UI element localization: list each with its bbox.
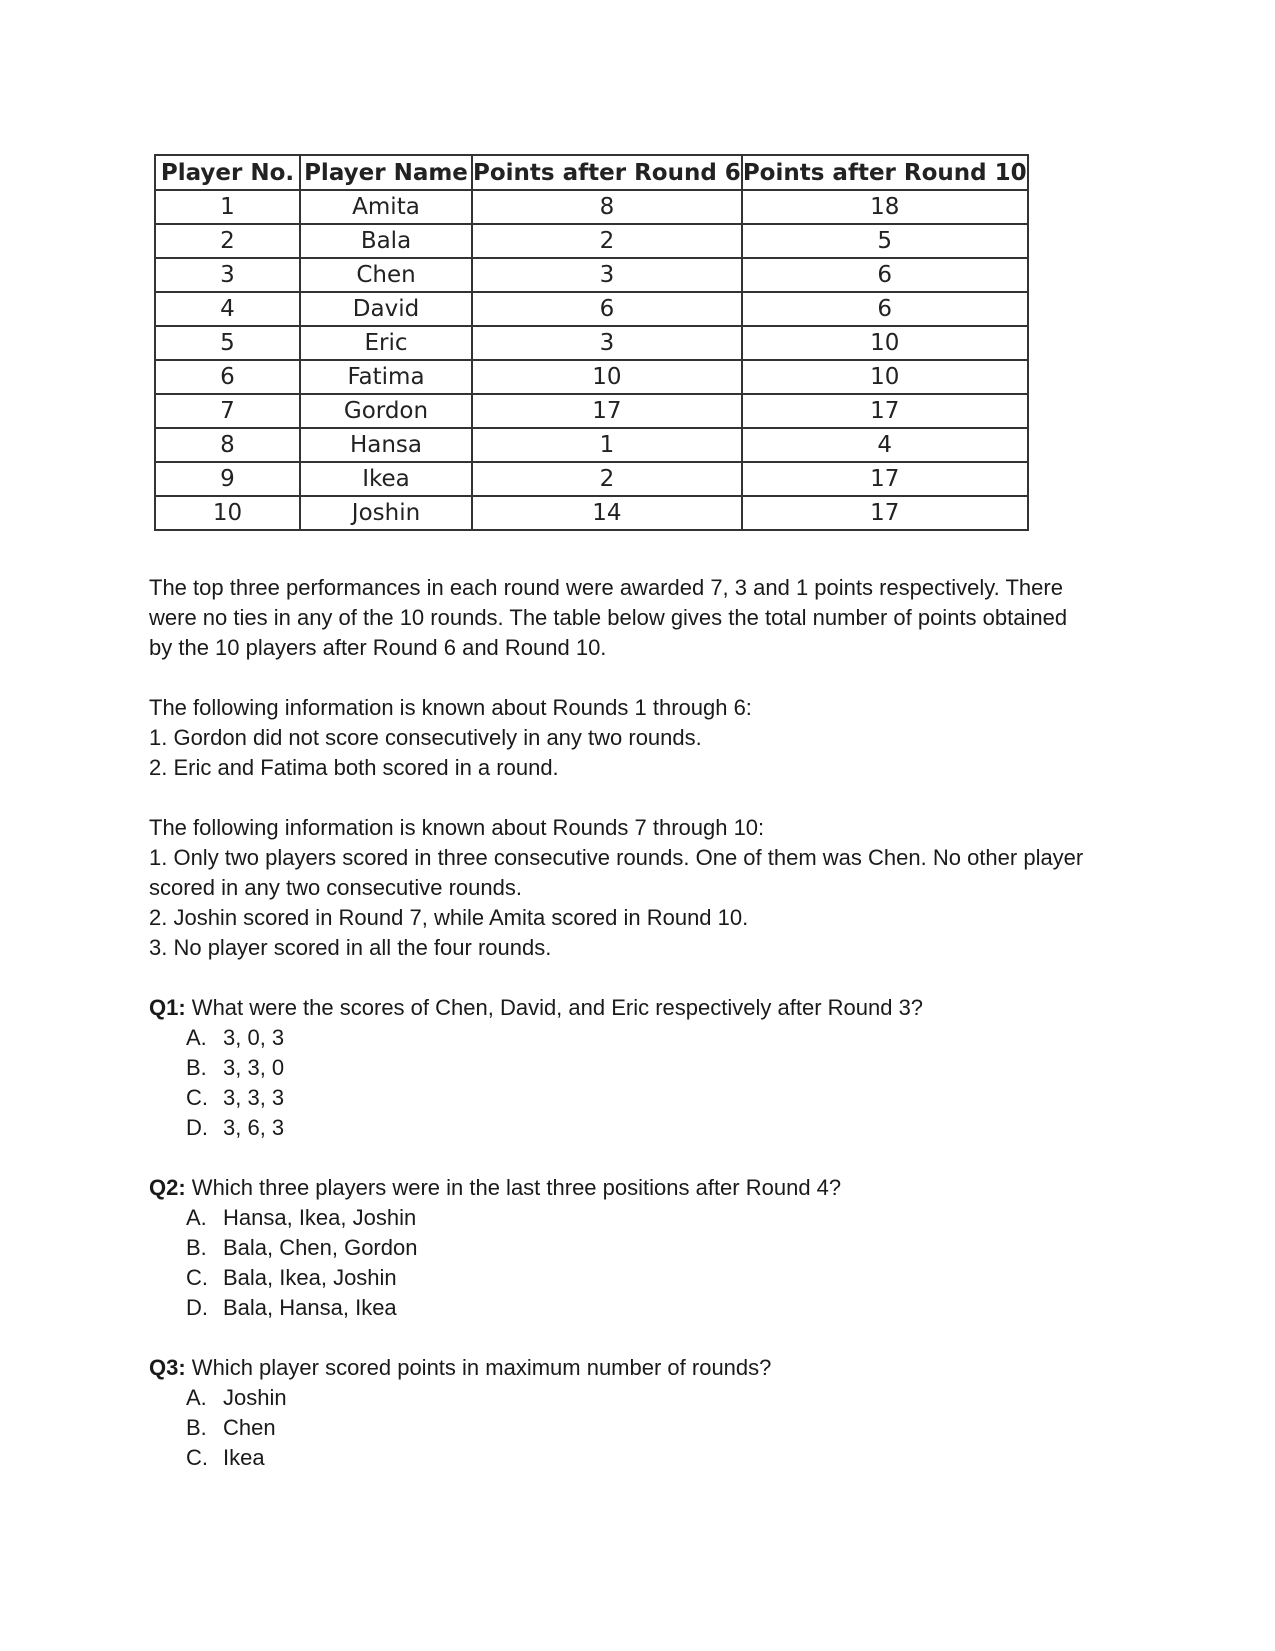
cell-player-name: Gordon (300, 394, 472, 428)
option-text: 3, 0, 3 (223, 1025, 285, 1050)
option-letter: A. (186, 1205, 207, 1230)
spacer (149, 1143, 1139, 1173)
header-player-name: Player Name (300, 155, 472, 190)
cell-player-name: Ikea (300, 462, 472, 496)
question-body: Which player scored points in maximum number of rounds? (185, 1355, 772, 1380)
cell-points-round-6: 14 (472, 496, 742, 530)
cell-player-no: 8 (155, 428, 300, 462)
intro-line: The top three performances in each round were awarded 7, 3 and 1 points respectively. There (149, 575, 1063, 600)
cell-player-name: Bala (300, 224, 472, 258)
question-label: Q2: (149, 1175, 186, 1200)
cell-points-round-10: 17 (742, 462, 1028, 496)
header-player-no: Player No. (155, 155, 300, 190)
rounds-1-6-heading: The following information is known about Rounds 1 through 6: (149, 695, 752, 720)
answer-option (186, 1083, 1139, 1113)
cell-points-round-10: 6 (742, 258, 1028, 292)
option-letter: C. (186, 1445, 208, 1470)
cell-points-round-10: 17 (742, 394, 1028, 428)
question-body: Which three players were in the last three positions after Round 4? (185, 1175, 842, 1200)
table-body (155, 190, 1028, 530)
option-text: Hansa, Ikea, Joshin (223, 1205, 417, 1230)
answer-option (186, 1263, 1139, 1293)
cell-player-no: 10 (155, 496, 300, 530)
spacer (149, 1323, 1139, 1353)
option-text: Ikea (223, 1445, 265, 1470)
table-row (155, 326, 1028, 360)
option-letter: B. (186, 1415, 207, 1440)
cell-player-name: Chen (300, 258, 472, 292)
question-q2 (149, 1173, 1139, 1323)
question-label: Q1: (149, 995, 186, 1020)
cell-player-no: 4 (155, 292, 300, 326)
table-header-row (155, 155, 1028, 190)
cell-player-no: 6 (155, 360, 300, 394)
cell-player-name: Joshin (300, 496, 472, 530)
table-row (155, 394, 1028, 428)
option-text: 3, 6, 3 (223, 1115, 285, 1140)
cell-points-round-10: 4 (742, 428, 1028, 462)
cell-player-name: Hansa (300, 428, 472, 462)
table-row (155, 360, 1028, 394)
cell-player-no: 2 (155, 224, 300, 258)
option-text: 3, 3, 3 (223, 1085, 285, 1110)
option-letter: B. (186, 1055, 207, 1080)
cell-player-no: 5 (155, 326, 300, 360)
answer-option (186, 1383, 1139, 1413)
question-label: Q3: (149, 1355, 186, 1380)
spacer (149, 783, 1139, 813)
cell-points-round-10: 17 (742, 496, 1028, 530)
question-text (149, 1173, 1139, 1203)
table-row (155, 428, 1028, 462)
question-q1 (149, 993, 1139, 1143)
cell-player-name: Fatima (300, 360, 472, 394)
cell-player-name: David (300, 292, 472, 326)
option-text: Chen (223, 1415, 276, 1440)
answer-option (186, 1443, 1139, 1473)
rounds-7-10-item: 1. Only two players scored in three consecutive rounds. One of them was Chen. No other player (149, 845, 1084, 870)
header-points-round-10: Points after Round 10 (742, 155, 1028, 190)
answer-option (186, 1113, 1139, 1143)
option-letter: A. (186, 1025, 207, 1050)
header-points-round-6: Points after Round 6 (472, 155, 742, 190)
answer-option (186, 1203, 1139, 1233)
rounds-7-10-item: 2. Joshin scored in Round 7, while Amita scored in Round 10. (149, 905, 749, 930)
answer-option (186, 1413, 1139, 1443)
cell-points-round-10: 10 (742, 326, 1028, 360)
cell-points-round-6: 2 (472, 462, 742, 496)
table-row (155, 258, 1028, 292)
cell-points-round-6: 10 (472, 360, 742, 394)
answer-option (186, 1023, 1139, 1053)
cell-player-no: 3 (155, 258, 300, 292)
option-text: Bala, Hansa, Ikea (223, 1295, 397, 1320)
cell-player-no: 7 (155, 394, 300, 428)
table-row (155, 496, 1028, 530)
cell-points-round-6: 3 (472, 258, 742, 292)
cell-points-round-6: 6 (472, 292, 742, 326)
table-row (155, 224, 1028, 258)
answer-options (149, 1023, 1139, 1143)
option-text: Bala, Ikea, Joshin (223, 1265, 397, 1290)
answer-option (186, 1233, 1139, 1263)
answer-options (149, 1203, 1139, 1323)
option-text: 3, 3, 0 (223, 1055, 285, 1080)
cell-points-round-6: 3 (472, 326, 742, 360)
cell-player-name: Eric (300, 326, 472, 360)
cell-player-name: Amita (300, 190, 472, 224)
cell-player-no: 9 (155, 462, 300, 496)
option-letter: D. (186, 1295, 208, 1320)
spacer (149, 963, 1139, 993)
cell-points-round-10: 6 (742, 292, 1028, 326)
question-body: What were the scores of Chen, David, and Eric respectively after Round 3? (185, 995, 924, 1020)
cell-points-round-6: 8 (472, 190, 742, 224)
table-row (155, 462, 1028, 496)
cell-points-round-6: 2 (472, 224, 742, 258)
option-letter: B. (186, 1235, 207, 1260)
rounds-1-6-item: 1. Gordon did not score consecutively in any two rounds. (149, 725, 702, 750)
cell-points-round-6: 17 (472, 394, 742, 428)
option-text: Joshin (223, 1385, 287, 1410)
intro-line: by the 10 players after Round 6 and Round 10. (149, 635, 607, 660)
rounds-1-6-item: 2. Eric and Fatima both scored in a round. (149, 755, 559, 780)
cell-points-round-6: 1 (472, 428, 742, 462)
answer-option (186, 1053, 1139, 1083)
spacer (149, 663, 1139, 693)
answer-option (186, 1293, 1139, 1323)
intro-line: were no ties in any of the 10 rounds. The table below gives the total number of points obtained (149, 605, 1068, 630)
answer-options (149, 1383, 1139, 1473)
question-text (149, 993, 1139, 1023)
option-letter: D. (186, 1115, 208, 1140)
option-text: Bala, Chen, Gordon (223, 1235, 418, 1260)
table-row (155, 190, 1028, 224)
option-letter: C. (186, 1085, 208, 1110)
option-letter: C. (186, 1265, 208, 1290)
rounds-7-10-item: 3. No player scored in all the four rounds. (149, 935, 552, 960)
cell-points-round-10: 5 (742, 224, 1028, 258)
question-q3 (149, 1353, 1139, 1473)
cell-points-round-10: 10 (742, 360, 1028, 394)
rounds-7-10-heading: The following information is known about Rounds 7 through 10: (149, 815, 765, 840)
points-table (154, 154, 1029, 531)
problem-text (149, 573, 1139, 1473)
question-text (149, 1353, 1139, 1383)
option-letter: A. (186, 1385, 207, 1410)
cell-player-no: 1 (155, 190, 300, 224)
rounds-7-10-item: scored in any two consecutive rounds. (149, 875, 522, 900)
cell-points-round-10: 18 (742, 190, 1028, 224)
table-row (155, 292, 1028, 326)
